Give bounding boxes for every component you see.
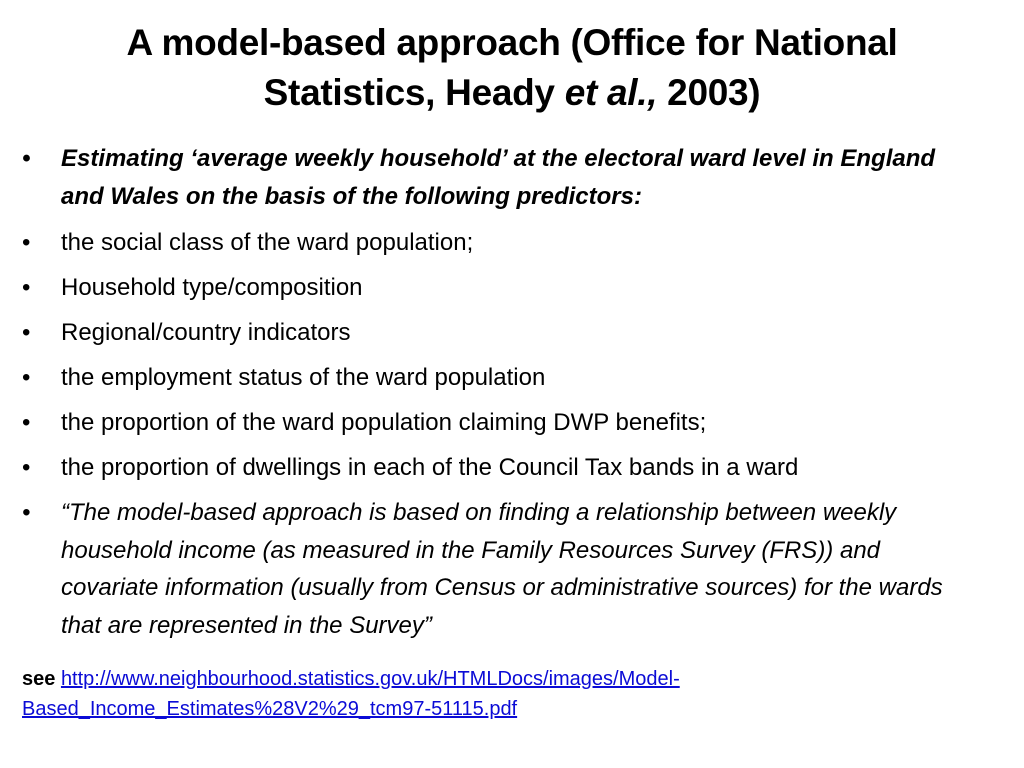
bullet-item-quote	[22, 494, 982, 644]
bullet-dot-icon: •	[22, 274, 31, 301]
bullet-item-dwp-benefits	[22, 404, 982, 441]
title-line-2-suffix: 2003)	[657, 72, 761, 113]
title-line-2-prefix: Statistics, Heady	[263, 72, 565, 113]
bullet-text: “The model-based approach is based on finding a relationship between weekly household income (as measured in the Family Resources Survey (FRS)) and covariate information (usually from Census or administrative sources) for the wards that are represented in the Survey”	[61, 499, 943, 639]
bullet-dot-icon: •	[22, 409, 31, 436]
bullet-text: the social class of the ward population;	[61, 229, 474, 256]
bullet-list	[22, 140, 982, 652]
see-reference	[22, 664, 1002, 724]
bullet-item-household-type	[22, 269, 982, 306]
reference-link[interactable]: http://www.neighbourhood.statistics.gov.uk/HTMLDocs/images/Model- Based_Income_Estimates%28V2%29_tcm97-51115.pdf	[22, 668, 680, 720]
bullet-dot-icon: •	[22, 229, 31, 256]
bullet-item-council-tax	[22, 449, 982, 486]
bullet-dot-icon: •	[22, 319, 31, 346]
slide-title	[40, 18, 984, 118]
bullet-text: Household type/composition	[61, 274, 363, 301]
bullet-item-social-class	[22, 224, 982, 261]
bullet-item-employment	[22, 359, 982, 396]
bullet-text: the proportion of dwellings in each of the Council Tax bands in a ward	[61, 454, 799, 481]
bullet-dot-icon: •	[22, 499, 31, 526]
bullet-dot-icon: •	[22, 364, 31, 391]
bullet-text: the employment status of the ward population	[61, 364, 546, 391]
see-label: see	[22, 668, 56, 690]
bullet-text: Estimating ‘average weekly household’ at the electoral ward level in England and Wales on the basis of the following predictors:	[61, 145, 936, 210]
bullet-text: the proportion of the ward population claiming DWP benefits;	[61, 409, 707, 436]
bullet-dot-icon: •	[22, 454, 31, 481]
bullet-dot-icon: •	[22, 145, 31, 172]
slide-title-line-1: A model-based approach (Office for National	[126, 22, 898, 63]
title-et-al: et al.,	[564, 72, 658, 113]
bullet-text: Regional/country indicators	[61, 319, 351, 346]
bullet-item-estimating	[22, 140, 982, 216]
slide-title-line-2	[40, 68, 984, 118]
bullet-item-regional	[22, 314, 982, 351]
